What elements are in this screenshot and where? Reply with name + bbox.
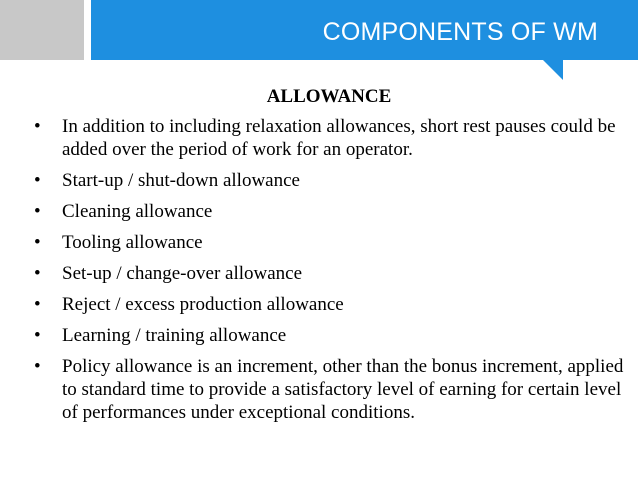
bullet-list bbox=[34, 115, 624, 432]
bullet-text: Start-up / shut-down allowance bbox=[62, 170, 300, 191]
bullet-item bbox=[34, 115, 624, 161]
bullet-item bbox=[34, 231, 624, 254]
bullet-item bbox=[34, 169, 624, 192]
bullet-text: Reject / excess production allowance bbox=[62, 294, 344, 315]
bullet-text: Set-up / change-over allowance bbox=[62, 263, 303, 284]
bullet-icon: • bbox=[34, 232, 41, 253]
decorative-gray-block bbox=[0, 0, 84, 60]
bullet-icon: • bbox=[34, 116, 41, 137]
slide-title: COMPONENTS OF WM bbox=[322, 18, 598, 46]
bullet-text: Cleaning allowance bbox=[62, 201, 213, 222]
bullet-text: Learning / training allowance bbox=[62, 325, 287, 346]
bullet-item bbox=[34, 293, 624, 316]
bullet-item bbox=[34, 324, 624, 347]
bullet-icon: • bbox=[34, 325, 41, 346]
bullet-icon: • bbox=[34, 263, 41, 284]
bullet-icon: • bbox=[34, 170, 41, 191]
bullet-text: Policy allowance is an increment, other than the bonus increment, applied to standard time to provide a satisfactory level of earning for certain level of performances under exceptional conditions. bbox=[62, 356, 624, 423]
banner-fold-decoration bbox=[543, 60, 563, 80]
bullet-icon: • bbox=[34, 356, 41, 377]
bullet-text: In addition to including relaxation allowances, short rest pauses could be added over the period of work for an operator. bbox=[62, 116, 616, 160]
bullet-icon: • bbox=[34, 294, 41, 315]
section-heading: ALLOWANCE bbox=[266, 86, 392, 107]
bullet-text: Tooling allowance bbox=[62, 232, 203, 253]
title-banner bbox=[91, 0, 638, 60]
bullet-item bbox=[34, 262, 624, 285]
bullet-icon: • bbox=[34, 201, 41, 222]
bullet-item bbox=[34, 355, 624, 424]
bullet-item bbox=[34, 200, 624, 223]
